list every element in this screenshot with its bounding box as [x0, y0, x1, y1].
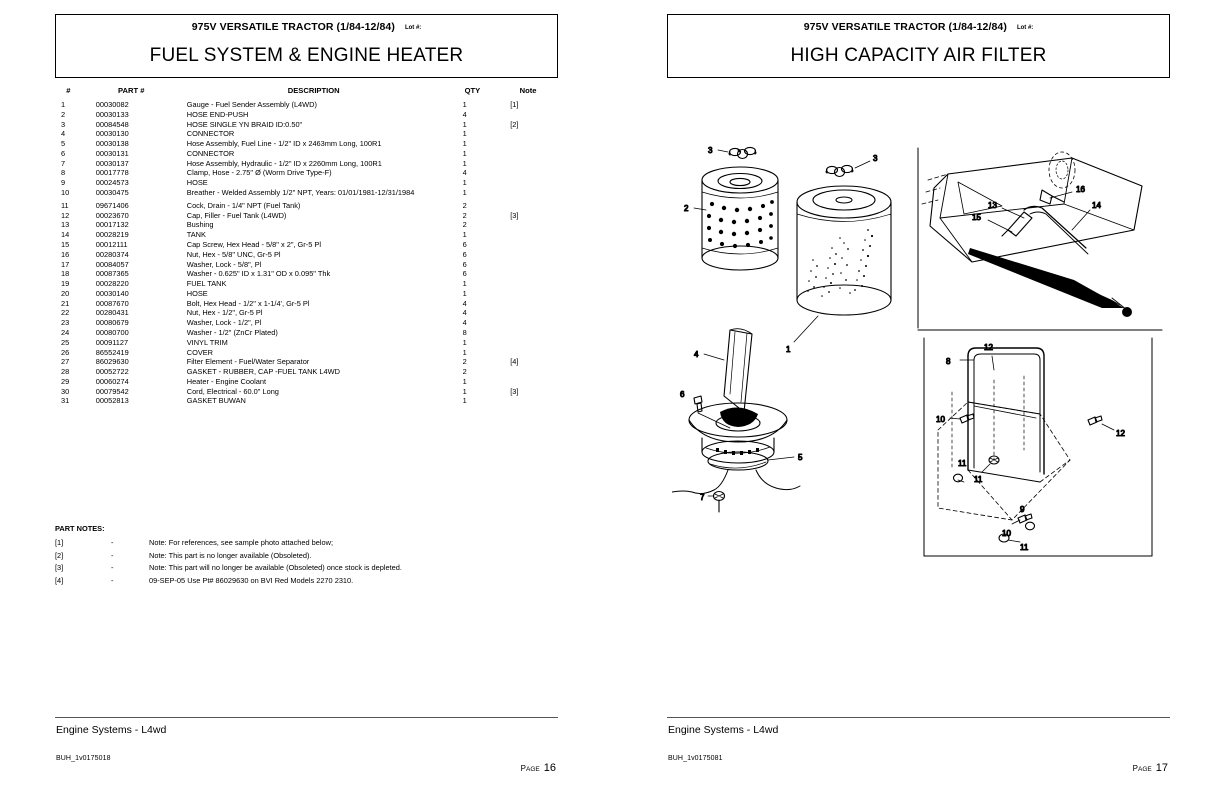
part-note-dash: - [111, 575, 114, 585]
leader-12-right [1102, 424, 1114, 430]
cell-num: 20 [61, 288, 70, 298]
cell-qty: 8 [462, 327, 467, 337]
model-header-text-left: 975V VERSATILE TRACTOR (1/84-12/84) [191, 21, 395, 33]
cell-qty: 1 [462, 279, 467, 289]
leader-14 [1072, 210, 1090, 230]
cell-description: Washer - 0.625" ID x 1.31" OD x 0.095" Thk [186, 269, 331, 279]
leader-3-right [855, 161, 870, 168]
cell-qty: 1 [462, 376, 467, 386]
cell-part: 00084548 [95, 119, 129, 129]
cell-qty: 1 [462, 100, 467, 109]
cell-qty: 1 [462, 129, 467, 139]
cell-description: Nut, Hex - 5/8" UNC, Gr-5 Pl [186, 249, 281, 259]
table-row [55, 319, 558, 329]
cell-qty: 1 [462, 386, 467, 396]
cell-note [498, 130, 558, 140]
cell-num: 18 [61, 269, 70, 279]
cell-part: 00030475 [95, 188, 129, 198]
cell-part: 86029630 [95, 357, 129, 367]
cell-part: 00030133 [95, 109, 129, 119]
page-title-left: FUEL SYSTEM & ENGINE HEATER [149, 45, 464, 66]
part-note-text: Note: This part will no longer be available (Obsoleted) once stock is depleted. [149, 563, 402, 573]
filter-perforations [707, 200, 774, 248]
cell-qty: 1 [462, 347, 467, 357]
cell-part: 00091127 [95, 337, 129, 347]
cell-num: 21 [61, 298, 70, 308]
cell-qty: 2 [462, 210, 467, 220]
cell-num: 1 [61, 100, 66, 109]
cell-num: 27 [61, 357, 70, 367]
table-row [55, 388, 558, 398]
leader-12-top [992, 356, 994, 370]
leader-10-bottom [1012, 520, 1020, 524]
footer-page-right [1133, 762, 1168, 774]
stack-tube-icon [724, 329, 752, 412]
cell-note [498, 280, 558, 290]
cell-description: VINYL TRIM [186, 337, 228, 347]
cell-num: 24 [61, 327, 70, 337]
cell-num: 25 [61, 337, 70, 347]
cell-num: 2 [61, 109, 66, 119]
cell-part: 00080679 [95, 318, 129, 328]
table-row [55, 111, 558, 121]
footer-page-left [521, 762, 556, 774]
wing-nut-left-icon [729, 147, 756, 158]
part-note-ref: [4] [55, 575, 64, 585]
part-note-ref: [1] [55, 538, 64, 547]
cell-description: Nut, Hex - 1/2", Gr-5 Pl [186, 308, 263, 318]
lot-label-left: Lot #: [404, 25, 422, 31]
table-row [55, 270, 558, 280]
cell-part: 00280374 [95, 249, 129, 259]
cell-note: [1] [510, 100, 519, 109]
filler-cap-dashed-icon [1049, 152, 1075, 188]
cell-part: 00028219 [95, 230, 129, 240]
cell-num: 17 [61, 259, 70, 269]
parts-table-body [55, 101, 558, 407]
cell-qty: 2 [462, 220, 467, 230]
cell-description: Filter Element - Fuel/Water Separator [186, 357, 310, 367]
leader-16 [1050, 192, 1072, 198]
page-word-left [521, 764, 540, 773]
cell-note [498, 231, 558, 241]
cell-num: 28 [61, 367, 70, 377]
cell-num: 31 [61, 396, 70, 406]
table-row [55, 169, 558, 179]
callout-16: 16 [1076, 185, 1085, 194]
cell-description: CONNECTOR [186, 148, 235, 158]
cell-description: Cord, Electrical - 60.0" Long [186, 386, 279, 396]
cell-note [498, 300, 558, 310]
part-note-dash: - [111, 563, 114, 573]
part-notes-section [55, 524, 558, 590]
guard-frame-icon [938, 348, 1070, 520]
cell-description: Clamp, Hose - 2.75" Ø (Worm Drive Type-F) [186, 168, 332, 178]
cell-qty: 1 [462, 148, 467, 158]
cell-num: 22 [61, 308, 70, 318]
cell-num: 23 [61, 318, 70, 328]
callout-14: 14 [1092, 201, 1101, 210]
cell-qty: 2 [462, 367, 467, 377]
callout-6: 6 [680, 390, 685, 399]
cell-description: Cap Screw, Hex Head - 5/8" x 2", Gr-5 Pl [186, 239, 321, 249]
table-row [55, 368, 558, 378]
cell-description: Hose Assembly, Hydraulic - 1/2" ID x 2260mm Long, 100R1 [186, 158, 382, 168]
part-note-ref: [3] [55, 563, 64, 573]
callout-10-bottom: 10 [1002, 529, 1011, 538]
table-row [55, 101, 558, 111]
cell-num: 8 [61, 168, 66, 178]
table-row [55, 300, 558, 310]
table-row [55, 397, 558, 407]
cell-note [498, 169, 558, 179]
cell-description: CONNECTOR [186, 129, 235, 139]
rod-end-dot [1122, 307, 1132, 317]
table-row [55, 339, 558, 349]
cell-description: Washer - 1/2" (ZnCr Plated) [186, 327, 278, 337]
leader-1 [794, 316, 818, 342]
cell-part: 00087365 [95, 269, 129, 279]
leader-4 [704, 354, 724, 360]
part-note-text: Note: This part is no longer available (Obsoleted). [149, 550, 312, 560]
cell-note: [4] [510, 357, 519, 367]
cell-part: 00012111 [95, 239, 128, 249]
cell-num: 9 [61, 178, 66, 188]
parts-table [55, 86, 558, 407]
cell-num: 15 [61, 239, 70, 249]
cell-note [498, 160, 558, 170]
cell-qty: 1 [462, 288, 467, 298]
cell-num: 7 [61, 158, 66, 168]
cell-note [498, 221, 558, 231]
callout-2: 2 [684, 204, 689, 213]
callout-1: 1 [786, 345, 791, 354]
callout-9: 9 [1020, 505, 1025, 514]
part-note-text: Note: For references, see sample photo attached below; [149, 538, 334, 547]
leader-11-bottom [1008, 540, 1020, 542]
cell-note [498, 241, 558, 251]
cell-part: 00030140 [95, 288, 129, 298]
air-filter-diagram [672, 130, 1172, 575]
cell-part: 00060274 [95, 376, 129, 386]
cell-part: 00280431 [95, 308, 129, 318]
callout-15: 15 [972, 213, 981, 222]
callout-11-mid: 11 [974, 475, 983, 484]
wing-nut-right-icon [826, 165, 853, 176]
callout-11-left: 11 [958, 459, 967, 468]
cell-num: 4 [61, 129, 66, 139]
cell-description: FUEL TANK [186, 279, 227, 289]
cell-description: HOSE [186, 178, 208, 188]
cell-note [498, 319, 558, 329]
cell-part: 00080700 [95, 327, 129, 337]
callout-8: 8 [946, 357, 951, 366]
cell-part: 00030130 [95, 129, 129, 139]
cell-qty: 1 [462, 178, 467, 188]
table-row [55, 221, 558, 231]
cell-description: GASKET - RUBBER, CAP -FUEL TANK L4WD [186, 367, 340, 377]
cell-num: 16 [61, 249, 70, 259]
cell-num: 5 [61, 139, 66, 149]
cell-description: Breather - Welded Assembly 1/2" NPT, Years: 01/01/1981-12/31/1984 [186, 188, 415, 198]
cell-qty: 6 [462, 239, 467, 249]
callout-10-top: 10 [936, 415, 945, 424]
cell-description: Cock, Drain - 1/4" NPT (Fuel Tank) [186, 200, 301, 210]
cell-note [498, 261, 558, 271]
cell-num: 3 [61, 119, 66, 129]
callout-3-right: 3 [873, 154, 878, 163]
cell-note [498, 329, 558, 339]
column-header-part: PART # [118, 86, 145, 95]
footer-divider-left [55, 717, 558, 718]
table-row [55, 241, 558, 251]
page-word-age-right: AGE [1138, 766, 1152, 773]
cell-note [498, 397, 558, 407]
cell-num: 6 [61, 148, 66, 158]
cell-qty: 2 [462, 357, 467, 367]
cell-part: 00087670 [95, 298, 129, 308]
cell-part: 00017778 [95, 168, 129, 178]
callout-12-top: 12 [984, 343, 993, 352]
footer-divider-right [667, 717, 1170, 718]
part-note-row [55, 539, 558, 547]
cell-num: 29 [61, 376, 70, 386]
part-note-ref: [2] [55, 550, 64, 560]
part-note-text: 09-SEP-05 Use Pt# 86029630 on BVI Red Models 2270 2310. [149, 575, 354, 585]
cell-qty: 1 [462, 230, 467, 240]
cell-part: 00079542 [95, 386, 129, 396]
footer-code-left: BUH_1v0175018 [56, 755, 111, 762]
cell-description: HOSE END-PUSH [186, 109, 249, 119]
cell-note [498, 368, 558, 378]
hood-shroud-icon [922, 158, 1142, 262]
page-number-right: 17 [1155, 762, 1168, 774]
cell-part: 00028220 [95, 279, 129, 289]
nut-7-icon [714, 492, 725, 513]
filter-element-perforated-icon [702, 167, 778, 270]
cell-num: 30 [61, 386, 70, 396]
table-row [55, 199, 558, 212]
cell-qty: 6 [462, 249, 467, 259]
cell-description: COVER [186, 347, 214, 357]
cell-num: 13 [61, 220, 70, 230]
leader-3-left [718, 150, 728, 152]
cell-part: 00052813 [95, 396, 129, 406]
column-header-qty: QTY [464, 86, 481, 95]
cell-qty: 1 [462, 158, 467, 168]
cell-description: Gauge - Fuel Sender Assembly (L4WD) [186, 100, 317, 109]
cell-num: 19 [61, 279, 70, 289]
leader-11-mid [982, 464, 990, 472]
page-word-age-left: AGE [526, 766, 540, 773]
page-title-right: HIGH CAPACITY AIR FILTER [790, 45, 1047, 66]
cell-note [498, 179, 558, 189]
cell-qty: 1 [462, 119, 467, 129]
air-filter-diagram-svg [672, 130, 1172, 575]
callout-13: 13 [988, 201, 997, 210]
title-box-right [667, 14, 1170, 78]
column-header-desc: DESCRIPTION [287, 86, 340, 95]
callout-4: 4 [694, 350, 699, 359]
cell-note [498, 309, 558, 319]
cell-note [498, 199, 558, 212]
cell-description: Washer, Lock - 5/8", Pl [186, 259, 262, 269]
cell-part: 86552419 [95, 347, 129, 357]
cell-qty: 1 [462, 188, 467, 198]
callout-7: 7 [700, 493, 705, 502]
cell-num: 10 [61, 188, 70, 198]
part-note-row [55, 564, 558, 572]
cell-note [498, 111, 558, 121]
cell-description: GASKET BUWAN [186, 396, 246, 406]
cell-note [498, 290, 558, 300]
cell-part: 00084057 [95, 259, 129, 269]
cell-note [498, 270, 558, 280]
page-word-p-right: P [1132, 764, 1139, 773]
cell-part: 00030131 [95, 148, 129, 158]
cell-note [498, 150, 558, 160]
table-row [55, 251, 558, 261]
page-word-right [1133, 764, 1152, 773]
cell-description: HOSE [186, 288, 208, 298]
cell-note [498, 349, 558, 359]
column-header-num: # [66, 86, 71, 95]
model-header-text-right: 975V VERSATILE TRACTOR (1/84-12/84) [803, 21, 1007, 33]
part-note-dash: - [111, 538, 114, 547]
part-note-row [55, 552, 558, 560]
cell-qty: 2 [462, 200, 467, 210]
page-number-left: 16 [543, 762, 556, 774]
table-row [55, 309, 558, 319]
cell-note [498, 140, 558, 150]
part-notes-title: PART NOTES: [55, 524, 105, 533]
cell-qty: 4 [462, 298, 467, 308]
cell-part: 00052722 [95, 367, 129, 377]
cell-qty: 1 [462, 396, 467, 406]
leader-5 [768, 457, 794, 460]
precleaner-bowl-icon [689, 403, 787, 470]
cell-part: 00024573 [95, 178, 129, 188]
cell-note: [3] [510, 210, 519, 220]
cell-qty: 6 [462, 259, 467, 269]
table-row [55, 280, 558, 290]
footer-code-right: BUH_1v0175081 [668, 755, 723, 762]
footer-section-right: Engine Systems - L4wd [668, 724, 779, 736]
cell-num: 12 [61, 210, 70, 220]
cell-part: 00030138 [95, 139, 129, 149]
cell-qty: 4 [462, 308, 467, 318]
filter-canister-icon [797, 186, 891, 315]
cell-note: [2] [510, 119, 519, 129]
table-row [55, 378, 558, 388]
model-header-left [56, 21, 557, 33]
cell-num: 11 [61, 200, 69, 210]
cell-note [498, 251, 558, 261]
leader-10-top [950, 418, 960, 419]
callout-11-bottom: 11 [1020, 543, 1029, 552]
cell-qty: 1 [462, 337, 467, 347]
leader-2 [694, 208, 706, 210]
part-note-dash: - [111, 550, 114, 560]
cell-qty: 1 [462, 139, 467, 149]
cell-qty: 4 [462, 168, 467, 178]
page-word-p-left: P [520, 764, 527, 773]
cell-description: Bolt, Hex Head - 1/2" x 1-1/4', Gr-5 Pl [186, 298, 310, 308]
callout-12-right: 12 [1116, 429, 1125, 438]
table-row [55, 189, 558, 199]
cell-part: 00030137 [95, 158, 129, 168]
cell-description: TANK [186, 230, 206, 240]
leader-15 [988, 220, 1012, 232]
cell-description: Hose Assembly, Fuel Line - 1/2" ID x 2463mm Long, 100R1 [186, 139, 382, 149]
cell-qty: 4 [462, 318, 467, 328]
part-note-row [55, 577, 558, 585]
column-header-note: Note [519, 86, 537, 95]
cell-description: Cap, Filler - Fuel Tank (L4WD) [186, 210, 287, 220]
part-notes-list [55, 539, 558, 585]
table-row [55, 329, 558, 339]
cell-num: 14 [61, 230, 70, 240]
bolt-6-icon [694, 396, 702, 412]
cell-part: 09671406 [95, 200, 129, 210]
cell-qty: 4 [462, 109, 467, 119]
cell-qty: 6 [462, 269, 467, 279]
cell-num: 26 [61, 347, 70, 357]
callout-3-left: 3 [708, 146, 713, 155]
cable-icon [672, 470, 800, 494]
cell-note: [3] [510, 386, 519, 396]
cell-description: Washer, Lock - 1/2", Pl [186, 318, 262, 328]
footer-section-left: Engine Systems - L4wd [56, 724, 167, 736]
page-right [612, 0, 1224, 792]
lot-label-right: Lot #: [1016, 25, 1034, 31]
cell-note [498, 189, 558, 199]
callout-5: 5 [798, 453, 803, 462]
cell-description: HOSE SINGLE YN BRAID ID:0.50" [186, 119, 303, 129]
cell-part: 00023670 [95, 210, 129, 220]
cell-part: 00030082 [95, 100, 129, 109]
cell-note [498, 339, 558, 349]
title-box-left [55, 14, 558, 78]
cell-description: Bushing [186, 220, 214, 230]
parts-table-header-row [55, 86, 558, 101]
table-row [55, 212, 558, 222]
cell-part: 00017132 [95, 220, 129, 230]
table-row [55, 121, 558, 131]
table-row [55, 140, 558, 150]
model-header-right [668, 21, 1169, 33]
cell-description: Heater - Engine Coolant [186, 376, 267, 386]
cell-note [498, 378, 558, 388]
